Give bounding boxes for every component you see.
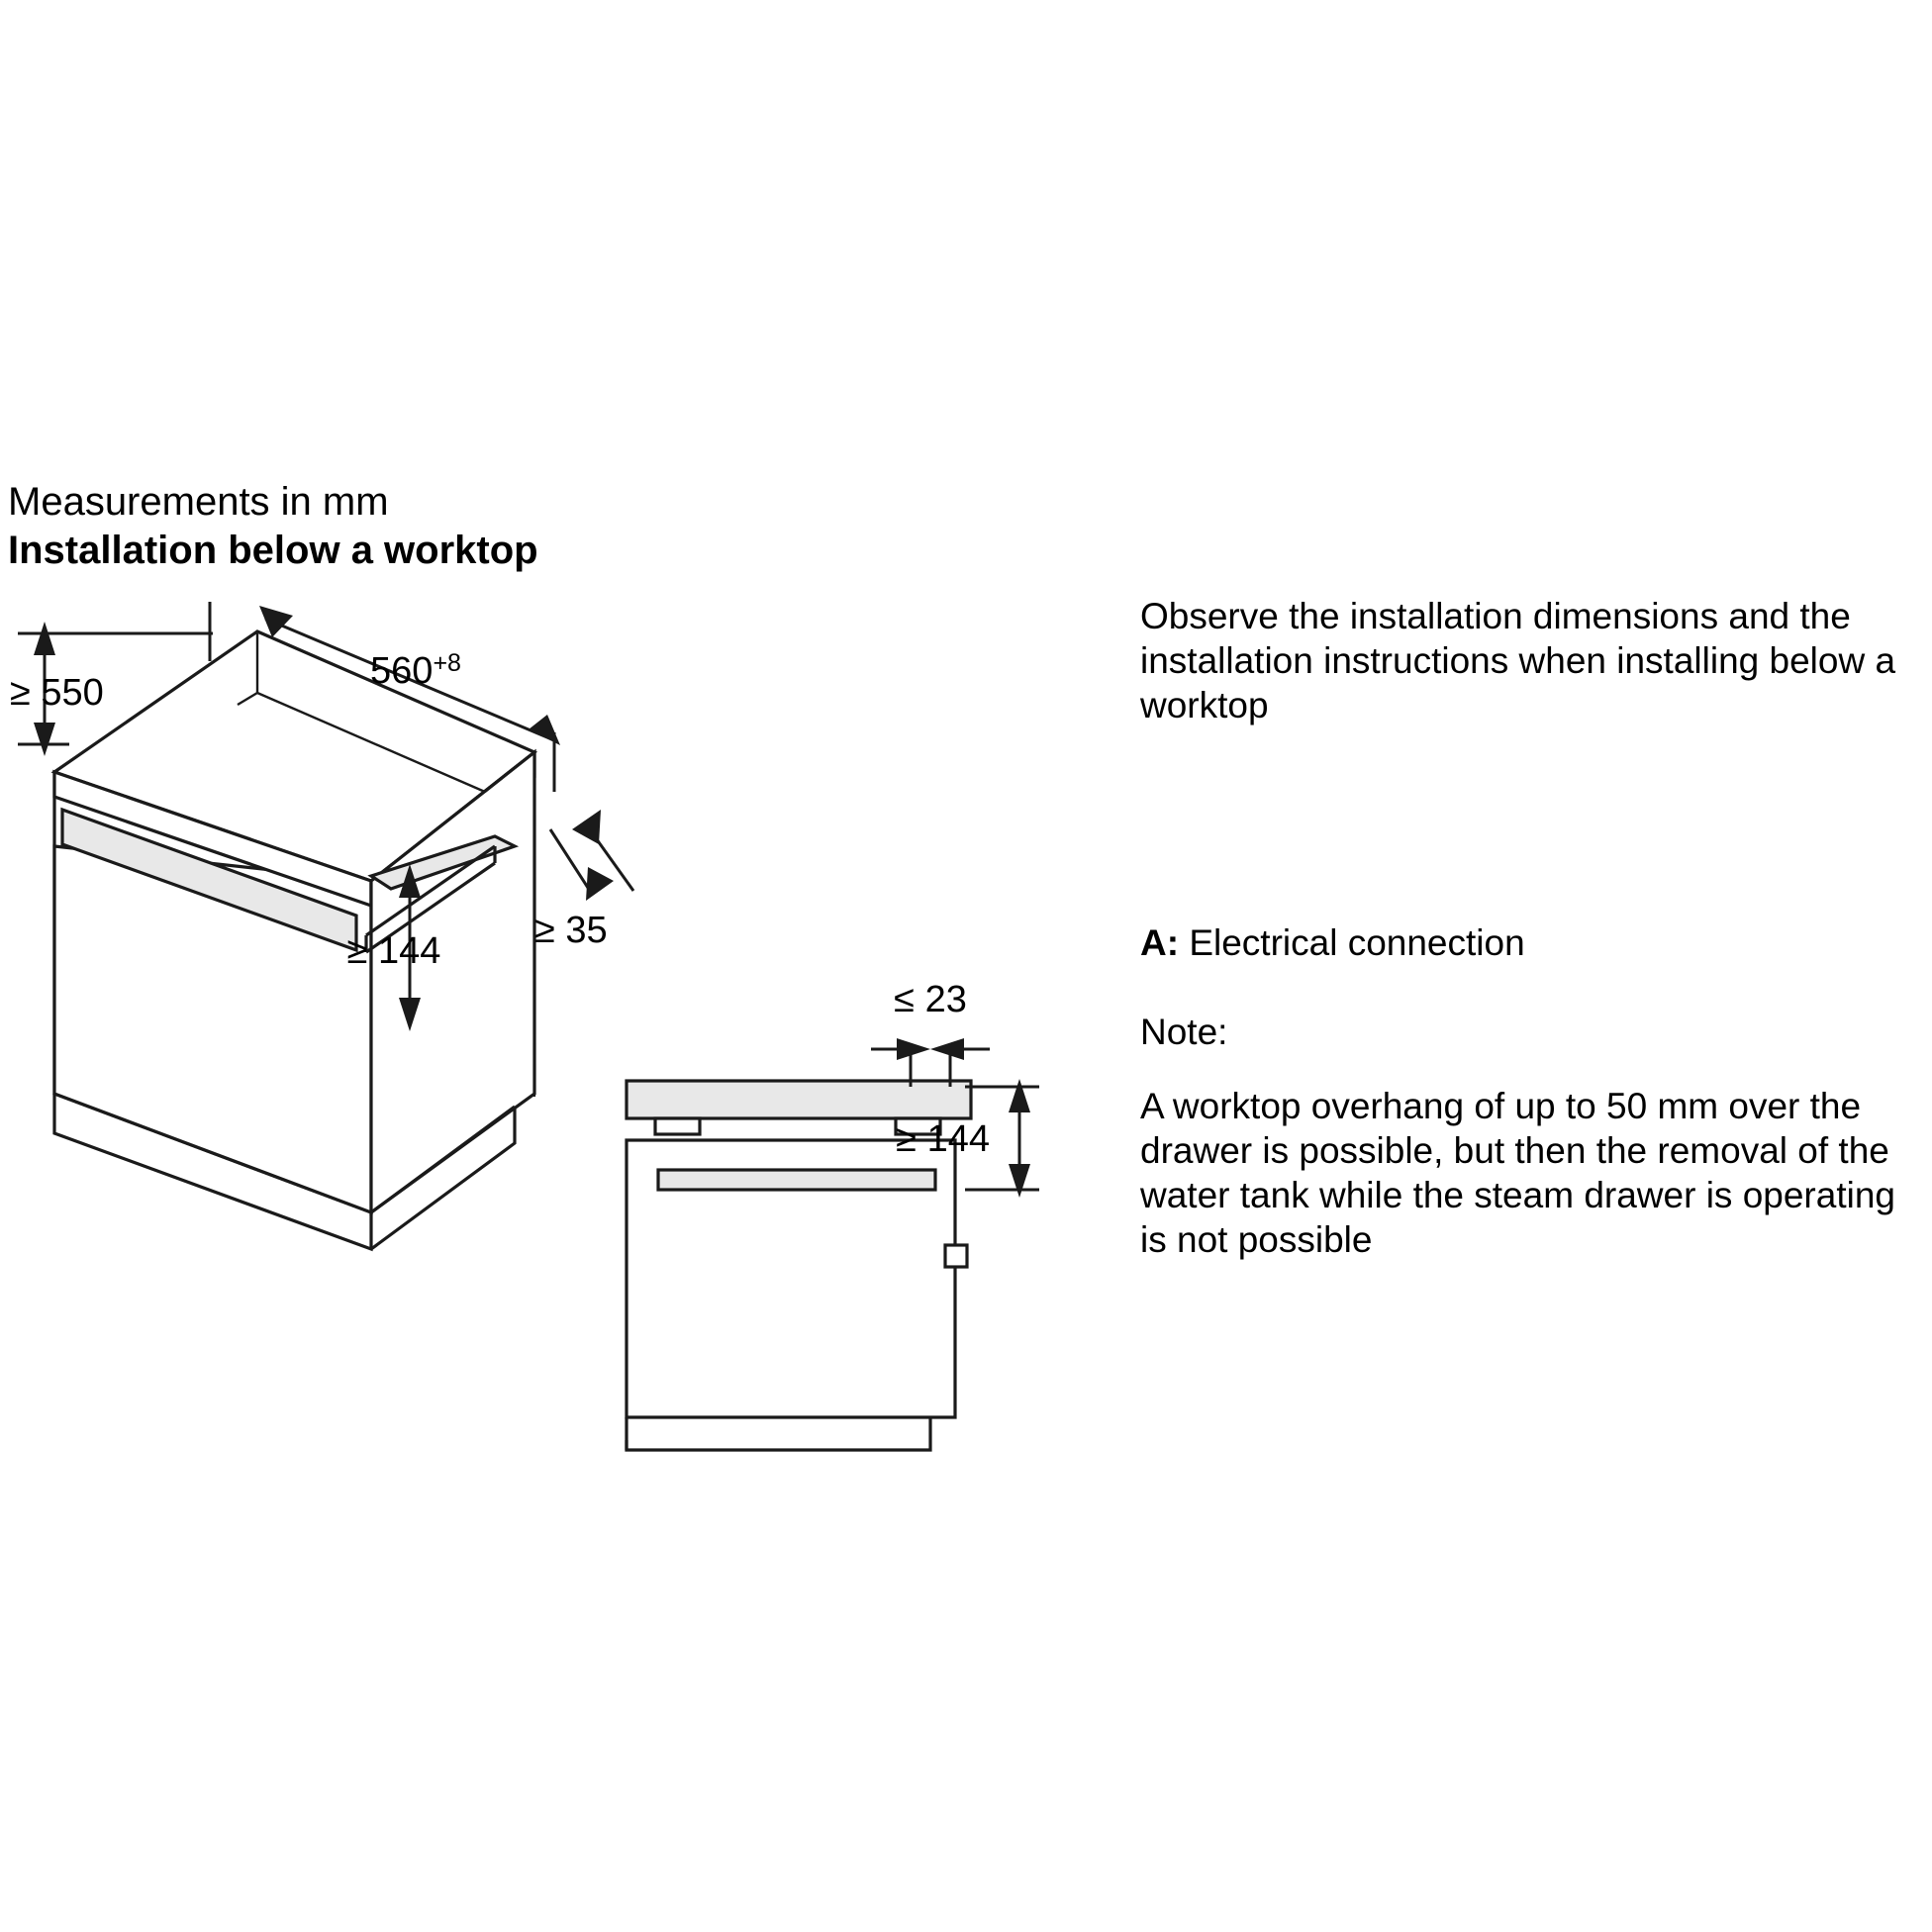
dim-label-width: $560^{+8}$ [370,649,461,692]
arrow-depth-top [34,622,55,655]
arrow-thickness-right [930,1038,964,1060]
drawer-front-bar [658,1170,935,1190]
electrical-connection-point [945,1245,967,1267]
arrow-niche-top [1009,1079,1030,1112]
electrical-connection-text: Electrical connection [1179,922,1525,963]
side-section-view [627,979,1039,1450]
arrow-depth-bottom [34,723,55,756]
arrow-gap-lower [586,867,614,901]
measurements-units-label: Measurements in mm [8,480,389,524]
arrow-width-right [529,715,560,745]
dim-label-thickness-23: ≤ 23 [894,979,967,1020]
dim-label-depth: ≥ 550 [10,672,104,714]
dim-label-gap-35: ≥ 35 [534,910,608,951]
arrow-niche-bottom [1009,1164,1030,1198]
observe-installation-note: Observe the installation dimensions and the installation instructions when installing below a worktop [1140,596,1896,725]
arrow-gap-upper [572,810,601,844]
worktop-slab [627,1081,971,1118]
arrow-width-left [259,606,293,637]
dim-ext-gap-left [550,829,590,891]
page-title: Installation below a worktop [8,529,538,572]
note-label: Note: [1140,1012,1228,1052]
mounting-clip-left [655,1118,700,1134]
appliance-plinth [627,1417,930,1450]
cabinet-perspective-view [10,602,633,1249]
note-body-text: A worktop overhang of up to 50 mm over the drawer is possible, but then the removal of the water tank while the steam drawer is operating is not possible [1140,1086,1895,1260]
dim-label-height-144: ≥ 144 [346,930,441,972]
dim-label-niche-144: ≥ 144 [896,1118,990,1160]
arrow-thickness-left [897,1038,930,1060]
electrical-connection-key: A: [1140,922,1180,963]
cabinet-front-lower [54,846,371,1212]
